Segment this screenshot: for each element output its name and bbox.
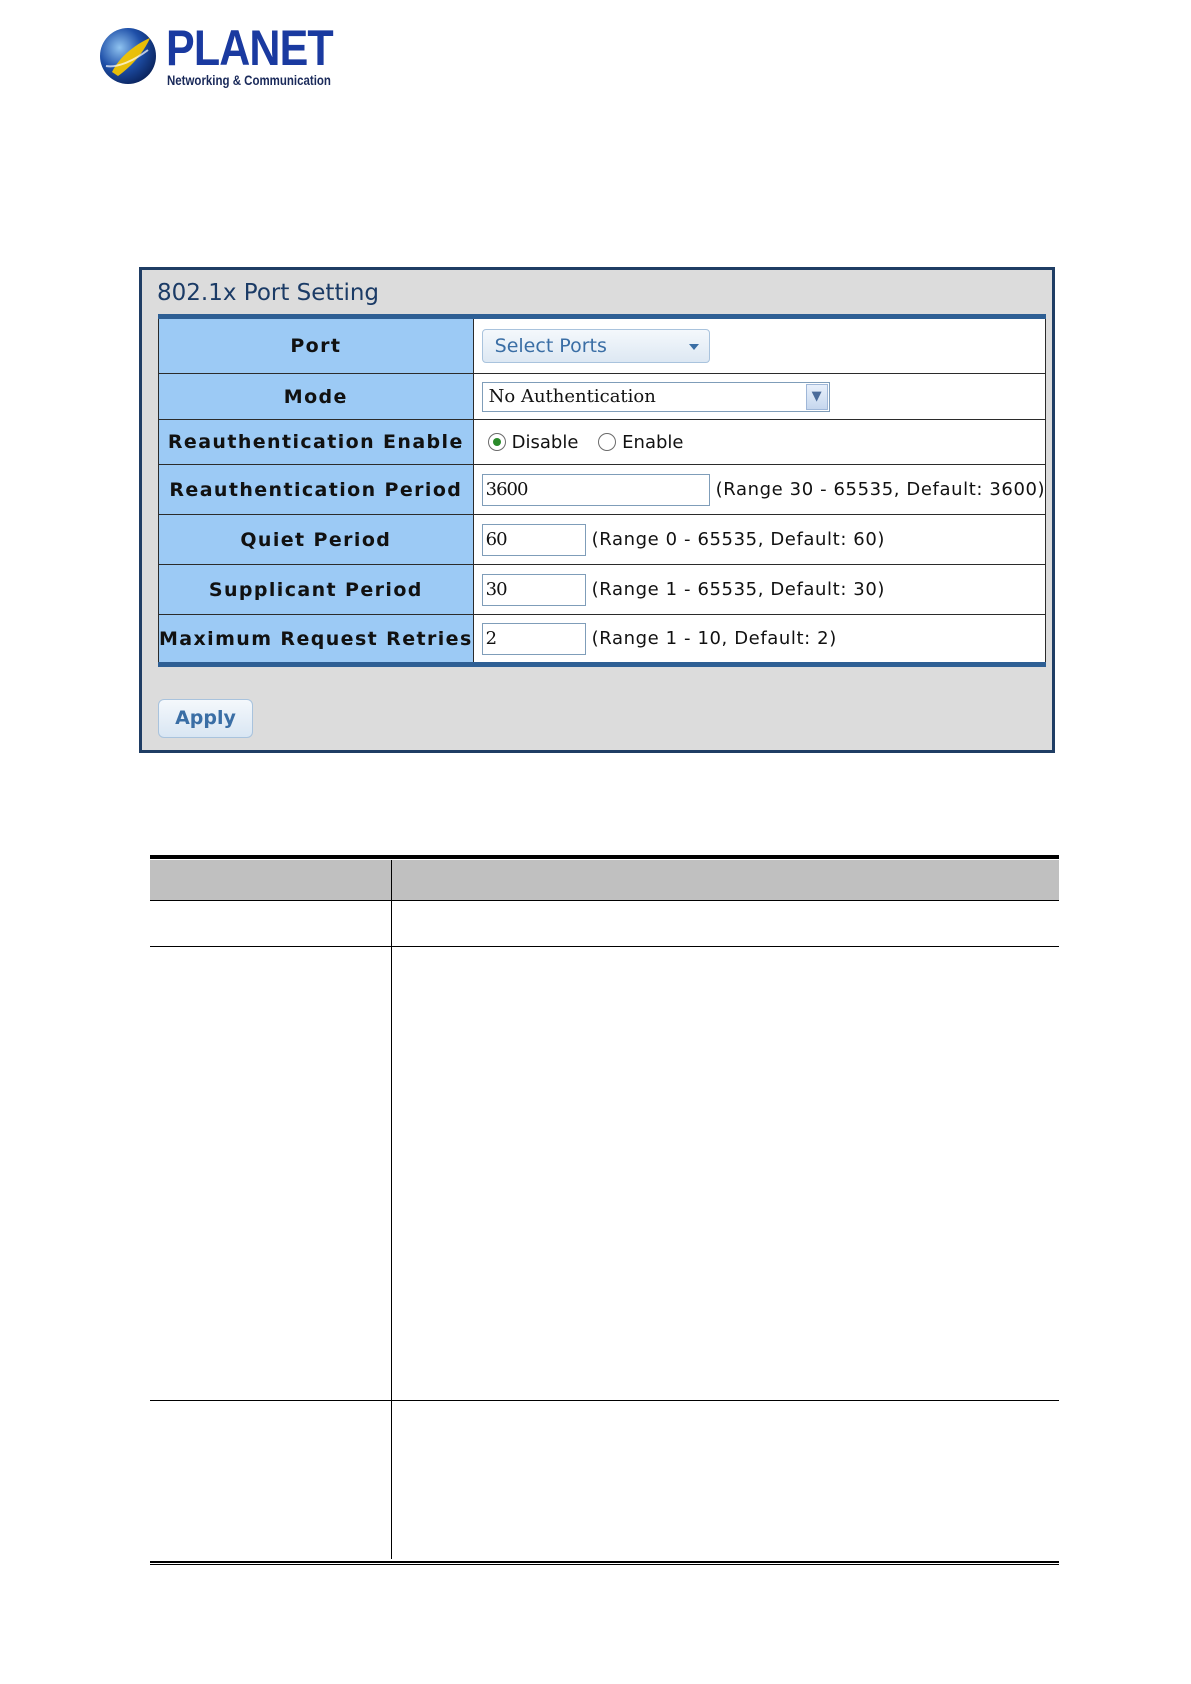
table-header-row xyxy=(150,860,1059,901)
quiet-period-input[interactable]: 60 xyxy=(482,524,586,556)
panel-title: 802.1x Port Setting xyxy=(157,280,380,306)
disable-radio[interactable] xyxy=(488,433,506,451)
disable-radio-label: Disable xyxy=(511,431,579,453)
supplicant-period-label: Supplicant Period xyxy=(159,565,474,615)
mode-selected-value: No Authentication xyxy=(488,385,656,407)
logo-wordmark: PLANET xyxy=(166,20,333,76)
reauth-period-label: Reauthentication Period xyxy=(159,465,474,515)
max-request-retries-hint: (Range 1 - 10, Default: 2) xyxy=(591,628,837,649)
port-setting-form xyxy=(158,314,1046,667)
logo-tagline: Networking & Communication xyxy=(167,72,331,88)
supplicant-period-input[interactable]: 30 xyxy=(482,574,586,606)
reauth-enable-label: Reauthentication Enable xyxy=(159,420,474,465)
max-request-retries-row xyxy=(159,615,1046,665)
mode-select[interactable] xyxy=(482,382,830,412)
port-setting-panel xyxy=(139,267,1055,753)
port-row xyxy=(159,317,1046,374)
max-request-retries-input[interactable]: 2 xyxy=(482,623,586,655)
reauth-period-row xyxy=(159,465,1046,515)
reauth-period-input[interactable]: 3600 xyxy=(482,474,710,506)
enable-radio-label: Enable xyxy=(622,431,684,453)
supplicant-period-hint: (Range 1 - 65535, Default: 30) xyxy=(591,579,886,600)
row-divider xyxy=(150,1400,1059,1401)
column-divider xyxy=(391,860,392,1559)
row-divider xyxy=(150,946,1059,947)
mode-row xyxy=(159,374,1046,420)
quiet-period-hint: (Range 0 - 65535, Default: 60) xyxy=(591,529,886,550)
reauth-period-hint: (Range 30 - 65535, Default: 3600) xyxy=(715,479,1046,500)
enable-radio[interactable] xyxy=(598,433,616,451)
chevron-down-icon[interactable]: ▼ xyxy=(806,384,828,410)
port-label: Port xyxy=(159,317,474,374)
quiet-period-label: Quiet Period xyxy=(159,515,474,565)
table-bottom-rule xyxy=(150,1561,1059,1565)
mode-label: Mode xyxy=(159,374,474,420)
apply-button[interactable]: Apply xyxy=(158,699,253,738)
reauth-enable-row xyxy=(159,420,1046,465)
table-top-rule xyxy=(150,855,1059,859)
select-ports-dropdown[interactable] xyxy=(482,329,710,363)
description-table xyxy=(150,855,1059,1565)
planet-logo xyxy=(98,22,348,92)
max-request-retries-label: Maximum Request Retries xyxy=(159,615,474,665)
chevron-down-icon xyxy=(689,344,699,350)
quiet-period-row xyxy=(159,515,1046,565)
select-ports-label: Select Ports xyxy=(494,335,607,357)
globe-icon xyxy=(98,26,158,86)
supplicant-period-row xyxy=(159,565,1046,615)
